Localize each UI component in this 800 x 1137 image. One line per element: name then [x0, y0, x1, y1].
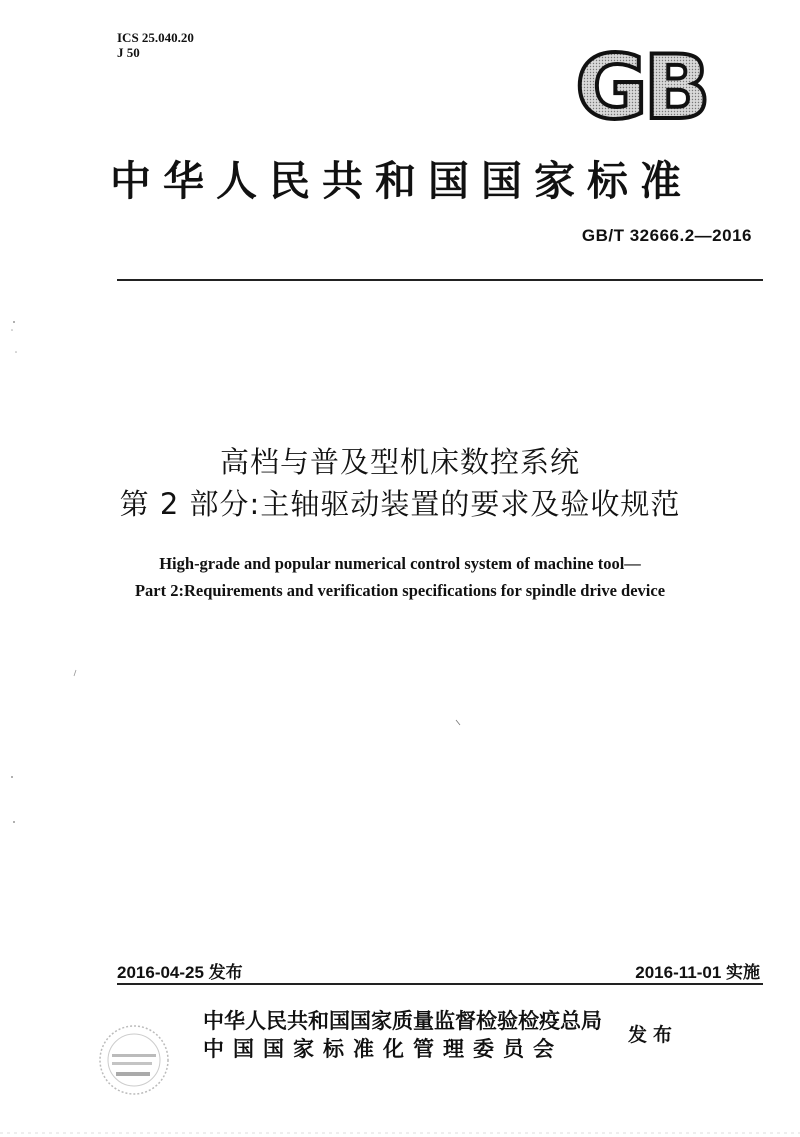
bottom-divider	[117, 983, 763, 985]
title-cn-line1: 高档与普及型机床数控系统	[219, 445, 580, 479]
title-en-line2: Part 2:Requirements and verification specifications for spindle drive device	[134, 581, 666, 600]
issuer-line2: 中国国家标准化管理委员会	[203, 1036, 563, 1061]
publish-label: 发布	[628, 1024, 679, 1046]
issue-date: 2016-04-25 发布	[117, 963, 243, 982]
gb-logo	[556, 44, 726, 126]
ics-line: ICS 25.040.20	[117, 30, 194, 45]
standard-number: GB/T 32666.2—2016	[581, 226, 752, 245]
implement-date: 2016-11-01 实施	[635, 963, 760, 982]
title-en-line1: High-grade and popular numerical control system of machine tool—	[159, 554, 641, 573]
class-line: J 50	[117, 45, 140, 60]
issuer-line1: 中华人民共和国国家质量监督检验检疫总局	[203, 1008, 602, 1033]
ics-code	[117, 30, 194, 60]
svg-text:GB: GB	[575, 44, 707, 126]
seal-stamp	[92, 1022, 176, 1098]
title-cn-line2: 第 2 部分:主轴驱动装置的要求及验收规范	[119, 487, 681, 521]
standard-type-title: 中华人民共和国国家标准	[110, 157, 693, 205]
top-divider	[117, 279, 763, 281]
